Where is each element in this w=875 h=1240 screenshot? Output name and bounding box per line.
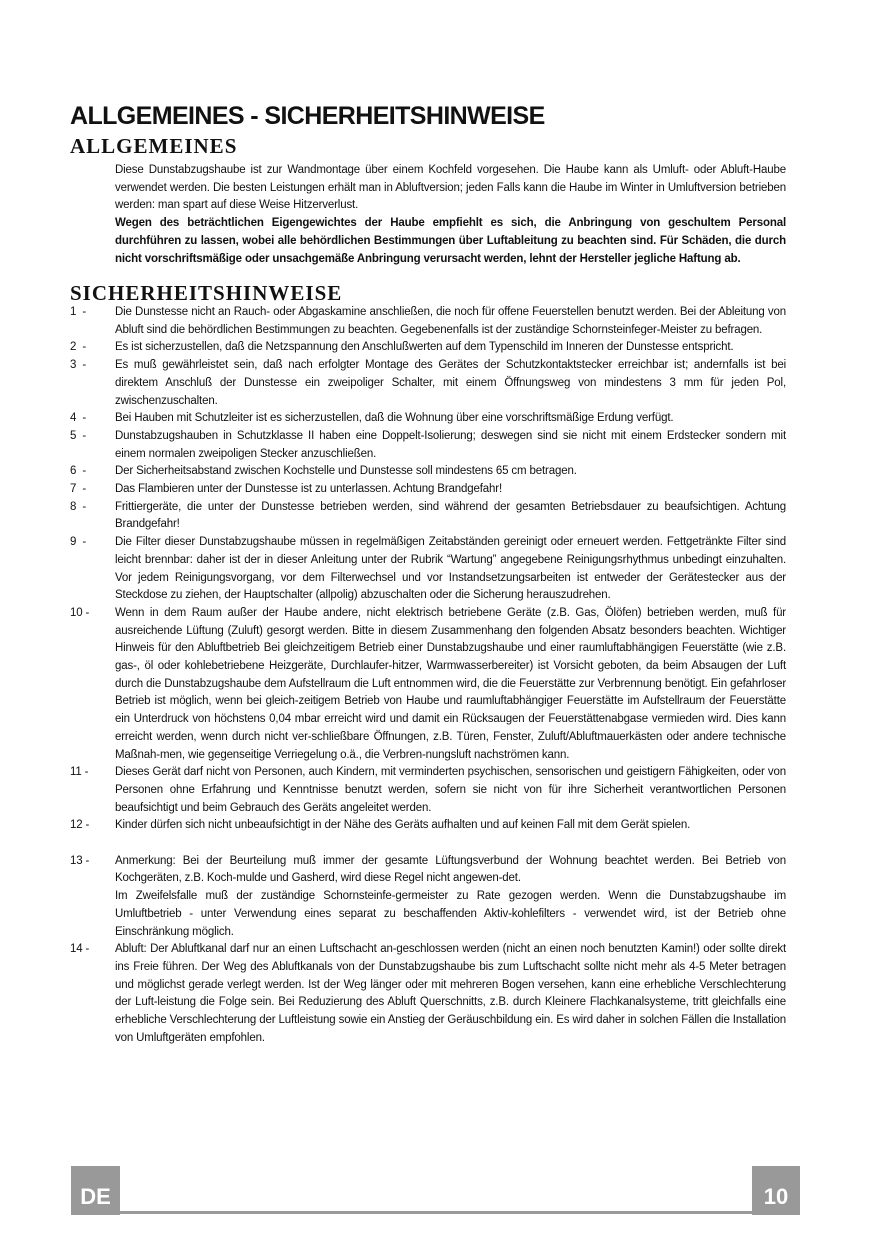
safety-item (70, 428, 786, 463)
safety-item (70, 499, 786, 534)
item-number: 3 - (70, 359, 87, 372)
item-number: 14 - (70, 943, 90, 956)
item-number: 11 - (70, 766, 89, 779)
item-text: Anmerkung: Bei der Beurteilung muß immer der gesamte Lüftungsverbund der Wohnung beachtet werden. Bei Betrieb von Kochgeräten, z.B. Koch-mulde und Gasherd, wird diese Regel nicht angewen-det. (115, 854, 786, 885)
item-text: Wenn in dem Raum außer der Haube andere, nicht elektrisch betriebene Geräte (z.B. Gas, Ölöfen) betrieben werden, muß für ausreichende Lüftung (Zuluft) gesorgt werden. Bitte in diesem Zusammenhang den folgenden Absatz besonders beachten. Wichtiger Hinweis für den Abluftbetrieb Bei gleichzeitigem Betrieb einer Dunstabzugshaube und einer raumluftabhängigen Feuerstätte (wie z.B. gas-, öl oder kohlebetriebene Heizgeräte, Durchlaufer-hitzer, Warmwasserbereiter) ist Vorsicht geboten, da beim Absaugen der Luft durch die Dunstabzugshaube dem Aufstellraum die Luft entnommen wird, die die Feuerstätte zur Verbrennung benötigt. Ein gefahrloser Betrieb ist möglich, wenn bei gleich-zeitigem Betrieb von Haube und raumluftabhängiger Feuerstätte im Aufstellraum der Feuerstätte ein Unterdruck von höchstens 0,04 mbar erreicht wird und damit ein Rücksaugen der Feuerstättenabgase vermieden wird. Dies kann erreicht werden, wenn durch nicht ver-schließbare Öffnungen, z.B. Türen, Fenster, Zuluft/Abluftmauerkästen oder andere technische Maßnah-men, wie gegenseitige Verriegelung o.ä., die Verbren-nungsluft nachströmen kann. (115, 606, 786, 761)
item-text: Abluft: Der Abluftkanal darf nur an einen Luftschacht an-geschlossen werden (nicht an einen noch benutzten Kamin!) oder sollte direkt ins Freie führen. Der Weg des Abluftkanals von der Dunstabzugshaube bis zum Luftschacht sollte nicht mehr als 4-5 Meter betragen und möglichst gerade verlegt werden. Ist der Weg länger oder mit mehreren Bogen versehen, kann eine erhebliche Verschlechterung der Luft-leistung die Folge sein. Bei Reduzierung des Abluft Querschnitts, z.B. durch Kleinere Flachkanalsysteme, tritt gleichfalls eine erhebliche Verschlechterung der Luftleistung sowie ein Anstieg der Geräuschbildung ein. Es wird daher in solchen Fällen die Installation von Umluftgeräten empfohlen. (115, 943, 786, 1044)
item-number: 5 - (70, 429, 87, 442)
safety-item (70, 764, 786, 817)
safety-item (70, 410, 786, 428)
item-text: Das Flambieren unter der Dunstesse ist zu unterlassen. Achtung Brandgefahr! (115, 483, 502, 496)
section-heading-general: ALLGEMEINES (70, 134, 238, 158)
safety-item (70, 853, 786, 942)
item-number: 4 - (70, 412, 87, 425)
safety-item (70, 304, 786, 339)
item-text: Bei Hauben mit Schutzleiter ist es sicherzustellen, daß die Wohnung über eine vorschriftsmäßige Erdung verfügt. (115, 412, 674, 425)
language-tab: DE (71, 1166, 120, 1215)
item-number: 9 - (70, 536, 87, 549)
item-text-continued: Im Zweifelsfalle muß der zuständige Schornsteinfe-germeister zu Rate gezogen werden. Wenn die Dunstabzugshaube im Umluftbetrieb - unter Verwendung eines separat zu beschaffenden Aktiv-kohlefilters - verwendet wird, ist der Betrieb ohne Einschränkung möglich. (115, 890, 786, 938)
safety-item (70, 481, 786, 499)
installation-warning: Wegen des beträchtlichen Eigengewichtes der Haube empfiehlt es sich, die Anbringung von geschultem Personal durchführen zu lassen, wobei alle behördlichen Bestimmungen über Luftableitung zu beachten sind. Für Schäden, die durch nicht vorschriftsmäßige oder unsachgemäße Anbringung verursacht werden, lehnt der Hersteller jegliche Haftung ab. (115, 217, 786, 265)
item-number: 12 - (70, 819, 90, 832)
item-number: 1 - (70, 306, 87, 318)
item-number: 8 - (70, 500, 87, 513)
safety-item (70, 605, 786, 764)
safety-item (70, 357, 786, 410)
item-text: Kinder dürfen sich nicht unbeaufsichtigt in der Nähe des Geräts aufhalten und auf keinen Fall mit dem Gerät spielen. (115, 819, 691, 832)
item-number: 7 - (70, 483, 87, 496)
item-text: Dunstabzugshauben in Schutzklasse II haben eine Doppelt-Isolierung; deswegen sind sie nicht mit einem Erdstecker sondern mit einem normalen zweipoligen Stecker anzuschließen. (115, 429, 786, 460)
item-number: 10 - (70, 606, 90, 619)
item-text: Der Sicherheitsabstand zwischen Kochstelle und Dunstesse soll mindestens 65 cm betragen. (115, 465, 577, 478)
item-text: Dieses Gerät darf nicht von Personen, auch Kindern, mit verminderten psychischen, sensorischen und geistigern Fähigkeiten, oder von Personen ohne Erfahrung und Kenntnisse benutzt werden, sofern sie nicht von für ihre Sicherheit verantwortlichen Personen beaufsichtigt und beim Gebrauch des Geräts angeleitet werden. (115, 766, 786, 814)
item-number: 6 - (70, 465, 87, 478)
safety-item (70, 941, 786, 1047)
item-number: 2 - (70, 341, 87, 354)
safety-item (70, 463, 786, 481)
safety-item (70, 817, 786, 835)
item-text: Die Dunstesse nicht an Rauch- oder Abgaskamine anschließen, die noch für offene Feuerstellen benutzt werden. Bei der Ableitung von Abluft sind die behördlichen Bestimmungen zu beachten. Gegebenenfalls ist der zuständige Schornsteinfeger-Meister zu befragen. (115, 306, 786, 336)
item-text: Es ist sicherzustellen, daß die Netzspannung den Anschlußwerten auf dem Typenschild im Inneren der Dunstesse entspricht. (115, 341, 734, 354)
safety-list (70, 304, 786, 1048)
item-text: Es muß gewährleistet sein, daß nach erfolgter Montage des Gerätes der Schutzkontaktstecker erreichbar ist; andernfalls ist bei direktem Anschluß der Dunstesse ein zweipoliger Schalter, mit einem Öffnungsweg von mindestens 3 mm für jeden Pol, zwischenzuschalten. (115, 359, 786, 407)
item-text: Frittiergeräte, die unter der Dunstesse betrieben werden, sind während der gesamten Betriebsdauer zu beaufsichtigen. Achtung Brandgefahr! (115, 500, 786, 531)
page-number: 10 (752, 1166, 800, 1215)
safety-item (70, 339, 786, 357)
section-heading-safety: SICHERHEITSHINWEISE (70, 281, 343, 305)
item-number: 13 - (70, 854, 90, 867)
general-section (115, 162, 786, 268)
safety-item (70, 534, 786, 605)
footer-divider (120, 1211, 752, 1214)
item-text: Die Filter dieser Dunstabzugshaube müssen in regelmäßigen Zeitabständen gereinigt oder erneuert werden. Fettgetränkte Filter sind leicht brennbar: daher ist der in dieser Anleitung unter der Rubrik “Wartung” angegebene Reinigungsrhythmus unbedingt einzuhalten. Vor jedem Reinigungsvorgang, vor dem Filterwechsel und vor Instandsetzungsarbeiten ist entweder der Gerätestecker aus der Steckdose zu ziehen, der Hauptschalter (allpolig) abzuschalten oder die Sicherung herauszudrehen. (115, 536, 786, 602)
page-title: ALLGEMEINES - SICHERHEITSHINWEISE (70, 102, 545, 130)
general-paragraph: Diese Dunstabzugshaube ist zur Wandmontage über einem Kochfeld vorgesehen. Die Haube kann als Umluft- oder Abluft-Haube verwendet werden. Die besten Leistungen erhält man in Abluftversion; jeden Falls kann die Haube im Winter in Umluftversion betrieben werden: man spart auf diese Weise Hitzerverlust. (115, 164, 786, 212)
